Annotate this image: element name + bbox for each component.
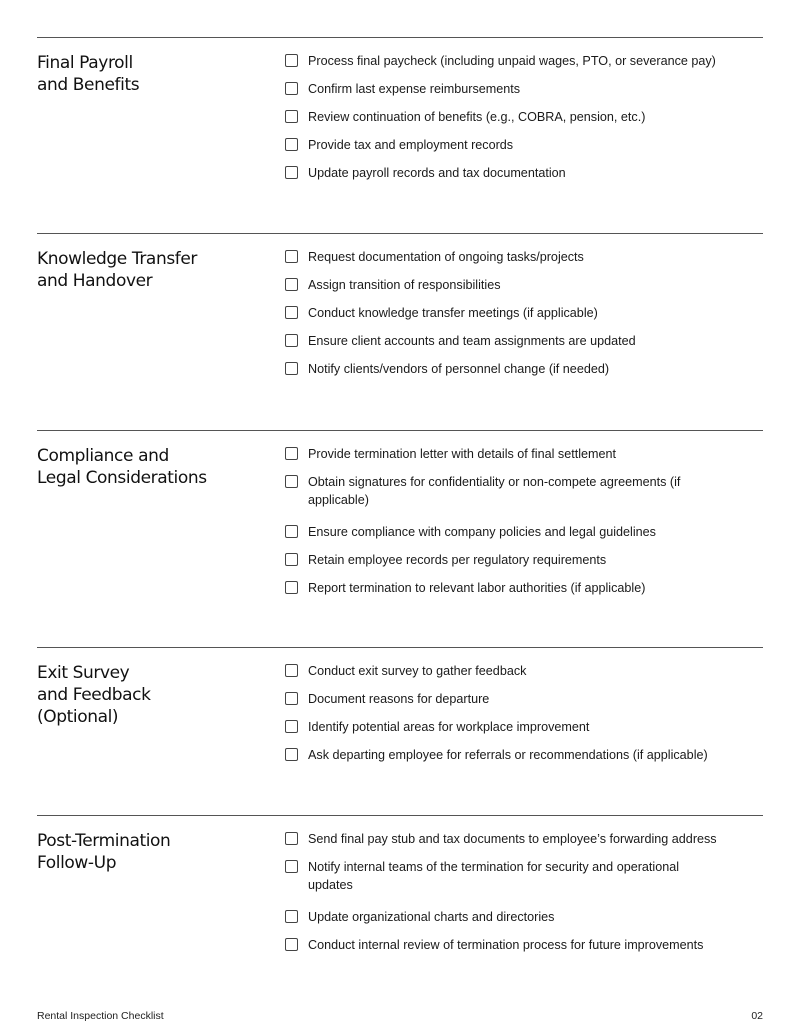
section-heading	[37, 52, 257, 96]
checklist-item[interactable]	[285, 856, 765, 906]
checklist-item[interactable]	[285, 443, 765, 471]
item-label: Assign transition of responsibilities	[308, 278, 501, 292]
section-heading	[37, 248, 257, 292]
checklist-item[interactable]	[285, 274, 765, 302]
item-label: Report termination to relevant labor authorities (if applicable)	[308, 581, 646, 595]
checkbox[interactable]	[285, 748, 298, 761]
checkbox[interactable]	[285, 110, 298, 123]
checkbox[interactable]	[285, 334, 298, 347]
checklist-item[interactable]	[285, 934, 765, 962]
item-label: Obtain signatures for confidentiality or non-compete agreements (if applicable)	[308, 475, 681, 507]
checklist-item[interactable]	[285, 246, 765, 274]
item-label: Request documentation of ongoing tasks/projects	[308, 250, 584, 264]
checkbox[interactable]	[285, 362, 298, 375]
checkbox[interactable]	[285, 664, 298, 677]
checklist-item[interactable]	[285, 744, 765, 772]
section-heading	[37, 830, 257, 874]
checklist-item[interactable]	[285, 302, 765, 330]
checklist	[285, 50, 765, 190]
section-heading	[37, 445, 257, 489]
heading-line: Post-Termination	[37, 831, 171, 851]
checklist-item[interactable]	[285, 358, 765, 386]
checklist-item[interactable]	[285, 78, 765, 106]
item-label: Ensure client accounts and team assignments are updated	[308, 334, 636, 348]
checklist-section	[37, 37, 763, 180]
item-label: Provide termination letter with details of final settlement	[308, 447, 616, 461]
checkbox[interactable]	[285, 910, 298, 923]
checklist-item[interactable]	[285, 577, 765, 605]
checkbox[interactable]	[285, 82, 298, 95]
item-label: Process final paycheck (including unpaid wages, PTO, or severance pay)	[308, 54, 716, 68]
checkbox[interactable]	[285, 860, 298, 873]
heading-line: Knowledge Transfer	[37, 249, 198, 269]
item-label: Conduct knowledge transfer meetings (if applicable)	[308, 306, 598, 320]
item-label: Confirm last expense reimbursements	[308, 82, 521, 96]
footer-title: Rental Inspection Checklist	[37, 1010, 164, 1022]
checklist-item[interactable]	[285, 106, 765, 134]
checklist	[285, 246, 765, 386]
item-label: Identify potential areas for workplace improvement	[308, 720, 590, 734]
page-number: 02	[751, 1010, 763, 1022]
item-label: Conduct internal review of termination process for future improvements	[308, 938, 704, 952]
checklist-item[interactable]	[285, 50, 765, 78]
checklist-section	[37, 430, 763, 595]
section-heading	[37, 662, 257, 728]
checklist-section	[37, 815, 763, 952]
item-label: Ask departing employee for referrals or recommendations (if applicable)	[308, 748, 708, 762]
heading-line: (Optional)	[37, 707, 119, 727]
heading-line: Final Payroll	[37, 53, 133, 73]
checkbox[interactable]	[285, 475, 298, 488]
checklist-item[interactable]	[285, 330, 765, 358]
checklist-item[interactable]	[285, 549, 765, 577]
checkbox[interactable]	[285, 581, 298, 594]
checkbox[interactable]	[285, 166, 298, 179]
checklist	[285, 828, 765, 962]
checkbox[interactable]	[285, 138, 298, 151]
heading-line: Follow-Up	[37, 853, 117, 873]
item-label: Update organizational charts and directories	[308, 910, 555, 924]
item-label: Notify clients/vendors of personnel change (if needed)	[308, 362, 610, 376]
checkbox[interactable]	[285, 250, 298, 263]
heading-line: Compliance and	[37, 446, 169, 466]
checklist-item[interactable]	[285, 716, 765, 744]
checkbox[interactable]	[285, 692, 298, 705]
checklist-section	[37, 233, 763, 376]
checklist-item[interactable]	[285, 688, 765, 716]
checklist-section	[37, 647, 763, 762]
checkbox[interactable]	[285, 278, 298, 291]
heading-line: and Handover	[37, 271, 153, 291]
item-label: Retain employee records per regulatory requirements	[308, 553, 607, 567]
heading-line: Exit Survey	[37, 663, 130, 683]
checklist-item[interactable]	[285, 906, 765, 934]
checklist-item[interactable]	[285, 660, 765, 688]
checkbox[interactable]	[285, 306, 298, 319]
checklist	[285, 443, 765, 605]
checklist-item[interactable]	[285, 134, 765, 162]
item-label: Send final pay stub and tax documents to employee’s forwarding address	[308, 832, 717, 846]
checkbox[interactable]	[285, 553, 298, 566]
item-label: Document reasons for departure	[308, 692, 490, 706]
heading-line: Legal Considerations	[37, 468, 207, 488]
checklist-item[interactable]	[285, 828, 765, 856]
checkbox[interactable]	[285, 447, 298, 460]
checkbox[interactable]	[285, 720, 298, 733]
item-label: Review continuation of benefits (e.g., COBRA, pension, etc.)	[308, 110, 646, 124]
checkbox[interactable]	[285, 832, 298, 845]
checklist-item[interactable]	[285, 162, 765, 190]
checklist-item[interactable]	[285, 471, 765, 521]
heading-line: and Benefits	[37, 75, 140, 95]
checkbox[interactable]	[285, 525, 298, 538]
item-label: Ensure compliance with company policies and legal guidelines	[308, 525, 656, 539]
checkbox[interactable]	[285, 938, 298, 951]
checklist	[285, 660, 765, 772]
item-label: Conduct exit survey to gather feedback	[308, 664, 527, 678]
heading-line: and Feedback	[37, 685, 151, 705]
item-label: Update payroll records and tax documentation	[308, 166, 566, 180]
item-label: Notify internal teams of the termination for security and operational updates	[308, 860, 680, 892]
item-label: Provide tax and employment records	[308, 138, 514, 152]
checklist-item[interactable]	[285, 521, 765, 549]
checkbox[interactable]	[285, 54, 298, 67]
